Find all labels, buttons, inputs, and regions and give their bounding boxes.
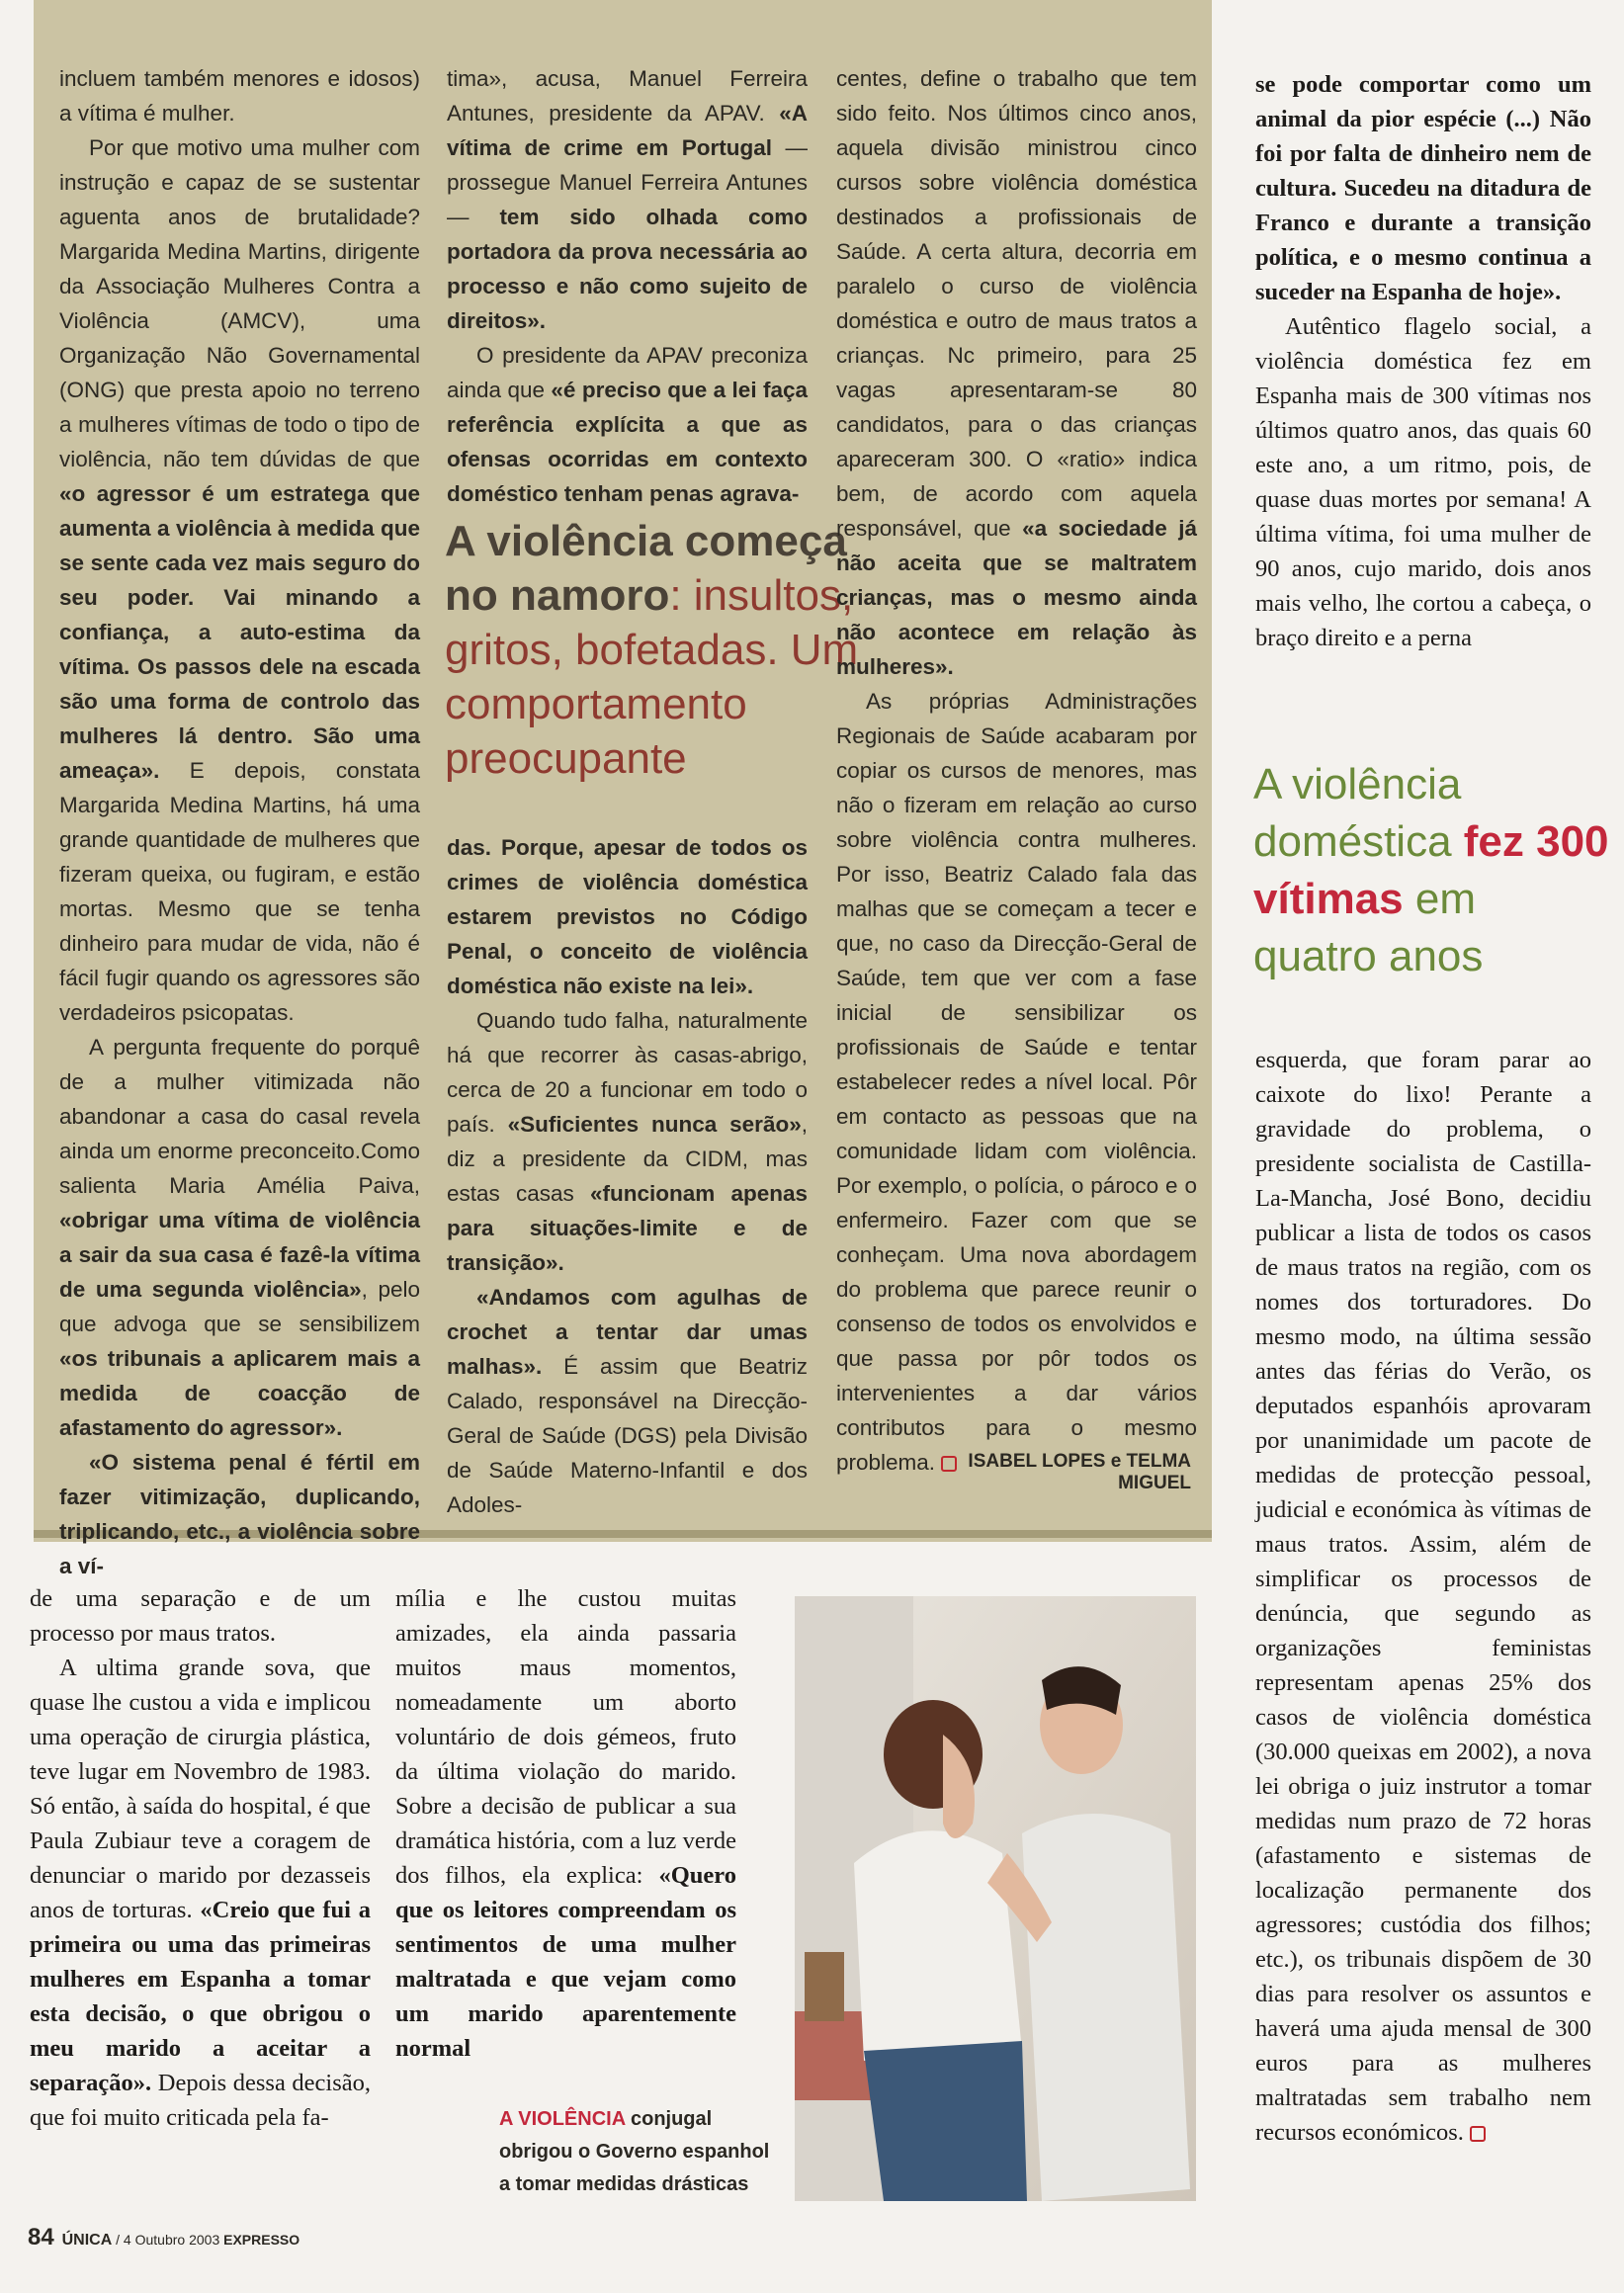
page-footer xyxy=(28,2224,299,2251)
bottom-column-1 xyxy=(30,1581,371,2135)
right-column-top xyxy=(1255,67,1591,655)
bottom-para: A ultima grande sova, que quase lhe custou a vida e implicou uma operação de cirurgia plástica, teve lugar em Novembro de 1983. Só então, à saída do hospital, é que Paula Zubiaur teve a coragem de denunciar o marido por dezasseis anos de torturas. «Creio que fui a primeira ou uma das primeiras mulheres em Espanha a tomar esta decisão, o que obrigou o meu marido a aceitar a separação». Depois dessa decisão, que foi muito criticada pela fa- xyxy=(30,1655,372,2131)
box-column-2-bottom xyxy=(447,830,808,1522)
headline-highlight: fez 300 vítimas xyxy=(1253,817,1609,923)
box-col1-para: Por que motivo uma mulher com instrução e capaz de se sustentar aguenta anos de brutalidade? Margarida Medina Martins, dirigente da Associação Mulheres Contra a Violência (AMCV), uma Organização Não Governamental (ONG) que presta apoio no terreno a mulheres vítimas de todo o tipo de violência, não tem dúvidas de que «o agressor é um estratega que aumenta a violência à medida que se sente cada vez mais seguro do seu poder. Vai minando a confiança, a auto-estima da vítima. Os passos dele na escada são uma forma de controlo das mulheres lá dentro. São uma ameaça». E depois, constata Margarida Medina Martins, há uma grande quantidade de mulheres que fizeram queixa, ou fugiram, e estão mortas. Mesmo que se tenha dinheiro para mudar de vida, não é fácil fugir quando os agressores são verdadeiros psicopatas. xyxy=(59,135,420,1025)
bottom-para: de uma separação e de um processo por maus tratos. xyxy=(30,1585,371,1647)
pull-quote xyxy=(445,514,890,786)
box-col2-para: O presidente da APAV preconiza ainda que «é preciso que a lei faça referência explícita a que as ofensas ocorridas em contexto doméstico tenham penas agrava- xyxy=(447,343,808,506)
couple-photo xyxy=(795,1596,1196,2201)
headline xyxy=(1253,756,1609,985)
box-column-2-top xyxy=(447,61,808,511)
headline-part-1: A violência doméstica xyxy=(1253,760,1464,866)
box-col1-para: A pergunta frequente do porquê de a mulher vitimizada não abandonar a casa do casal revela ainda um enorme preconceito.Como salienta Maria Amélia Paiva, «obrigar uma vítima de violência a sair da sua casa é fazê-la vítima de uma segunda violência», pelo que advoga que se sensibilizem «os tribunais a aplicarem mais a medida de coacção de afastamento do agressor». xyxy=(59,1035,420,1440)
pull-quote-rest: : insultos, gritos, bofetadas. Um comportamento preocupante xyxy=(445,571,859,783)
page-number: 84 xyxy=(28,2224,54,2251)
byline: ISABEL LOPES e TELMA MIGUEL xyxy=(968,1451,1191,1493)
caption-text: conjugal obrigou o Governo espanhol a tomar medidas drásticas xyxy=(499,2108,770,2195)
box-col1-para: «O sistema penal é fértil em fazer vitimização, duplicando, triplicando, etc., a violência sobre a ví- xyxy=(59,1450,420,1578)
box-col2-para: Quando tudo falha, naturalmente há que recorrer às casas-abrigo, cerca de 20 a funcionar em todo o país. «Suficientes nunca serão», diz a presidente da CIDM, mas estas casas «funcionam apenas para situações-limite e de transição». xyxy=(447,1008,808,1275)
caption-lead: A VIOLÊNCIA xyxy=(499,2108,626,2130)
right-para: Autêntico flagelo social, a violência doméstica fez em Espanha mais de 300 vítimas nos últimos quatro anos, das quais 60 este ano, a um ritmo, pois, de quase duas mortes por semana! A última vítima, foi uma mulher de 90 anos, cujo marido, dois anos mais velho, lhe cortou a cabeça, o braço direito e a perna xyxy=(1255,313,1591,651)
box-col2-para: tima», acusa, Manuel Ferreira Antunes, presidente da APAV. «A vítima de crime em Portugal — prossegue Manuel Ferreira Antunes — tem sido olhada como portadora da prova necessária ao processo e não como sujeito de direitos». xyxy=(447,66,808,333)
right-column-bottom xyxy=(1255,1043,1591,2150)
bottom-column-2 xyxy=(395,1581,736,2066)
right-para: esquerda, que foram parar ao caixote do lixo! Perante a gravidade do problema, o presidente socialista de Castilla-La-Mancha, José Bono, decidiu publicar a lista de todos os casos de maus tratos na região, com os nomes dos torturadores. Do mesmo modo, na última sessão antes das férias do Verão, os deputados espanhóis aprovaram por unanimidade um pacote de medidas de protecção pessoal, judicial e económica às vítimas de maus tratos. Assim, além de simplificar os processos de denúncia, que segundo as organizações feministas representam apenas 25% dos casos de violência doméstica (30.000 queixas em 2002), a nova lei obriga o juiz instrutor a tomar medidas num prazo de 72 horas (afastamento e sistemas de localização permanente dos agressores; custódia dos filhos; etc.), os tribunais dispõem de 30 dias para resolver os assuntos e haverá uma ajuda mensal de 300 euros para as mulheres maltratadas sem trabalho nem recursos económicos. xyxy=(1255,1047,1591,2146)
box-col3-para: As próprias Administrações Regionais de Saúde acabaram por copiar os cursos de menores, mas não o fizeram em relação ao curso sobre violência contra mulheres. Por isso, Beatriz Calado fala das malhas que se começam a tecer e que, no caso da Direcção-Geral de Saúde, tem que ver com a fase inicial de sensibilizar os profissionais de Saúde e tentar estabelecer redes a nível local. Pôr em contacto as pessoas que na comunidade lidam com violência. Por exemplo, o polícia, o pároco e o enfermeiro. Fazer com que se conheçam. Uma nova abordagem do problema que parece reunir o consenso de todos os envolvidos e que passa por pôr todos os intervenientes a dar vários contributos para o mesmo problema. xyxy=(836,689,1197,1475)
right-para-bold: se pode comportar como um animal da pior espécie (...) Não foi por falta de dinheiro nem de cultura. Sucedeu na ditadura de Franco e durante a transição política, e o mesmo continua a suceder na Espanha de hoje». xyxy=(1255,71,1591,305)
magazine-name: ÚNICA xyxy=(61,2232,113,2249)
photo-caption xyxy=(499,2103,786,2201)
box-column-3 xyxy=(836,61,1197,1480)
newspaper-name: EXPRESSO xyxy=(223,2232,300,2248)
box-col1-para: incluem também menores e idosos) a vítima é mulher. xyxy=(59,66,420,126)
box-col2-para: das. Porque, apesar de todos os crimes de violência doméstica estarem previstos no Código Penal, o conceito de violência doméstica não existe na lei». xyxy=(447,835,808,998)
couple-photo-illustration xyxy=(795,1596,1196,2201)
end-mark-icon xyxy=(1470,2126,1486,2142)
box-col2-para: «Andamos com agulhas de crochet a tentar dar umas malhas». É assim que Beatriz Calado, responsável na Direcção-Geral de Saúde (DGS) pela Divisão de Saúde Materno-Infantil e dos Adoles- xyxy=(447,1285,808,1517)
issue-date: / 4 Outubro 2003 xyxy=(116,2232,220,2248)
bottom-para: mília e lhe custou muitas amizades, ela ainda passaria muitos maus momentos, nomeadamente um aborto voluntário de dois gémeos, fruto da última violação do marido. Sobre a decisão de publicar a sua dramática história, com a luz verde dos filhos, ela explica: «Quero que os leitores compreendam os sentimentos de uma mulher maltratada e que vejam como um marido aparentemente normal xyxy=(395,1585,736,2062)
headline-part-2: em quatro anos xyxy=(1253,875,1484,980)
box-column-1 xyxy=(59,61,420,1583)
box-col3-para: centes, define o trabalho que tem sido feito. Nos últimos cinco anos, aquela divisão ministrou cinco cursos sobre violência doméstica destinados a profissionais de Saúde. A certa altura, decorria em paralelo o curso de violência doméstica e outro de maus tratos a crianças. Nc primeiro, para 25 vagas apresentaram-se 80 candidatos, para o das crianças apareceram 300. O «ratio» indica bem, de acordo com aquela responsável, que «a sociedade já não aceita que se maltratem crianças, mas o mesmo ainda não acontece em relação às mulheres». xyxy=(836,66,1197,679)
pull-quote-strong: A violência começa no namoro xyxy=(445,517,847,620)
